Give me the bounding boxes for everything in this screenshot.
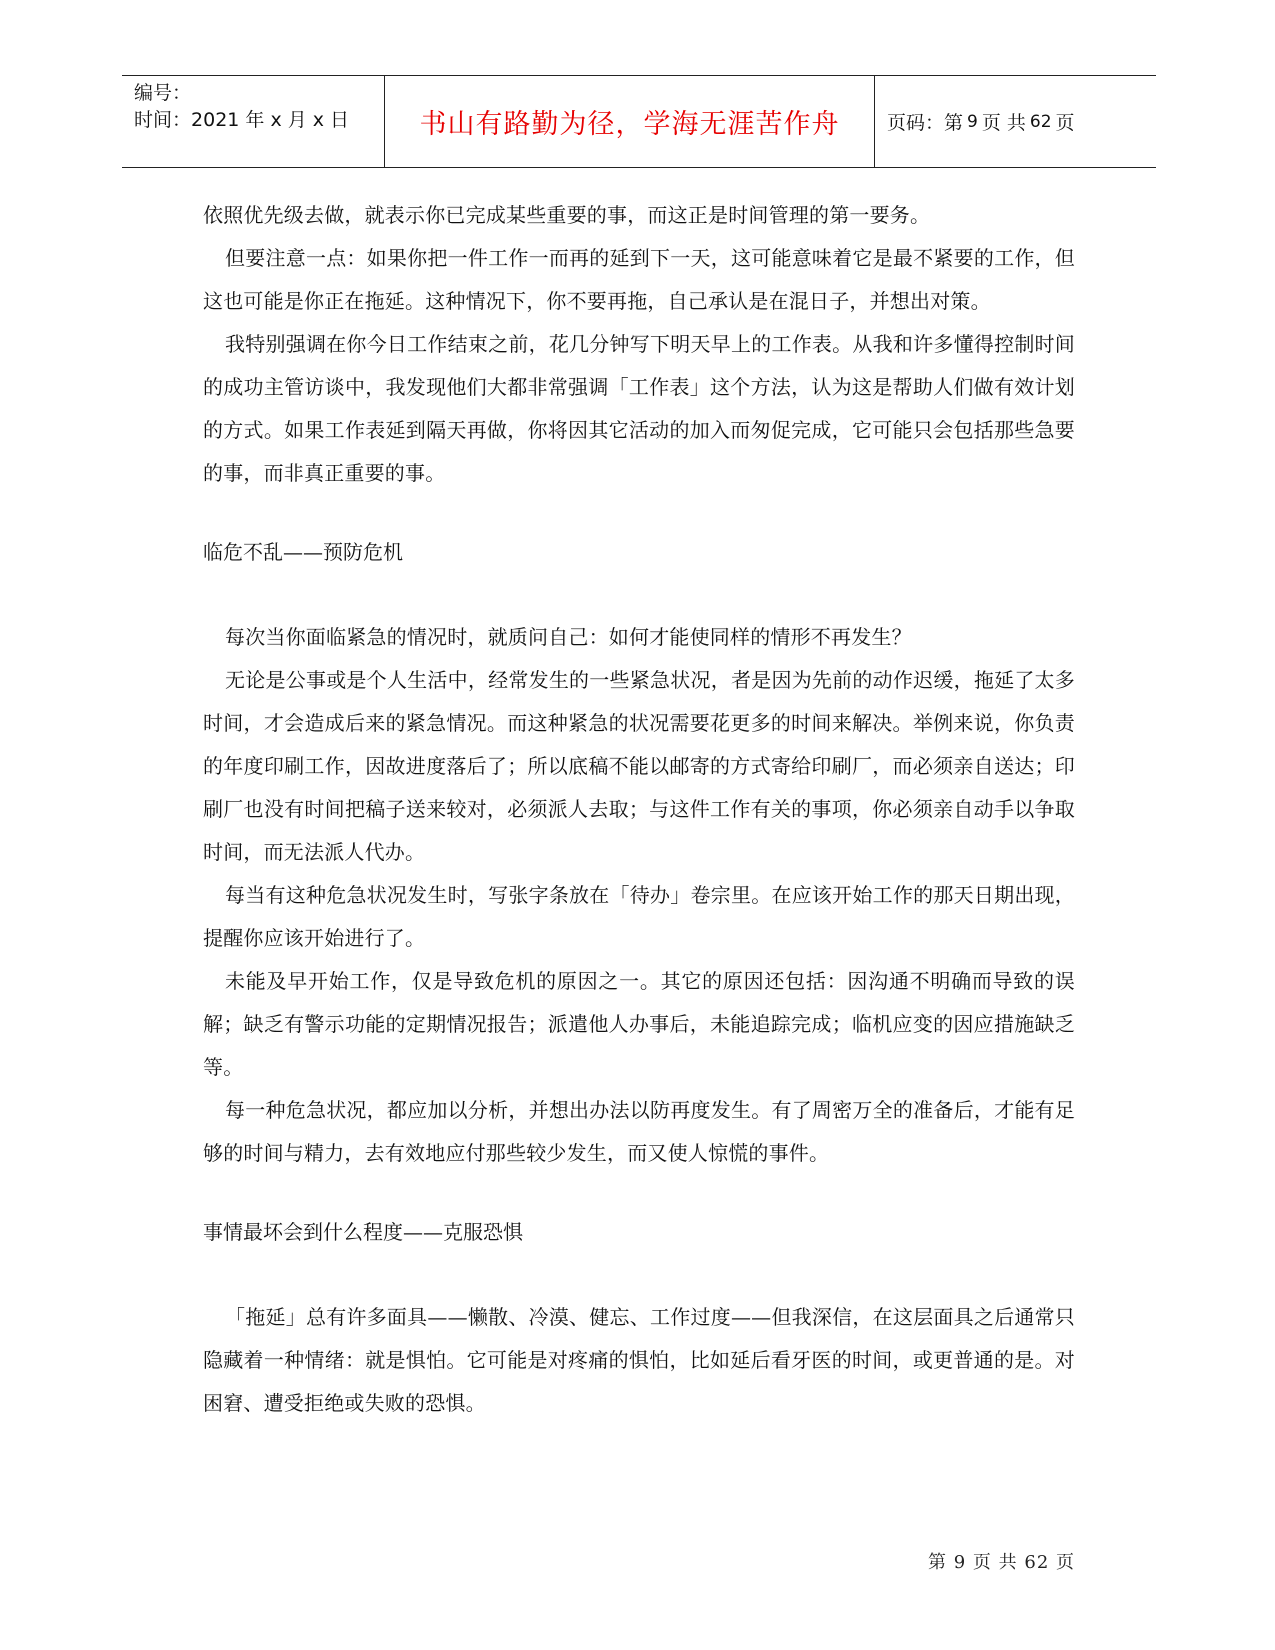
- document-body: [203, 194, 1075, 1425]
- paragraph: 每当有这种危急状况发生时，写张字条放在「待办」卷宗里。在应该开始工作的那天日期出现，提醒你应该开始进行了。: [203, 883, 1075, 950]
- paragraph: 无论是公事或是个人生活中，经常发生的一些紧急状况，者是因为先前的动作迟缓，拖延了太多时间，才会造成后来的紧急情况。而这种紧急的状况需要花更多的时间来解决。举例来说，你负责的年度印刷工作，因故进度落后了；所以底稿不能以邮寄的方式寄给印刷厂，而必须亲自送达；印刷厂也没有时间把稿子送来较对，必须派人去取；与这件工作有关的事项，你必须亲自动手以争取时间，而无法派人代办。: [203, 668, 1075, 864]
- paragraph: 每一种危急状况，都应加以分析，并想出办法以防再度发生。有了周密万全的准备后，才能有足够的时间与精力，去有效地应付那些较少发生，而又使人惊慌的事件。: [203, 1098, 1075, 1165]
- paragraph: 依照优先级去做，就表示你已完成某些重要的事，而这正是时间管理的第一要务。: [203, 203, 931, 227]
- paragraph: 未能及早开始工作，仅是导致危机的原因之一。其它的原因还包括：因沟通不明确而导致的误解；缺乏有警示功能的定期情况报告；派遣他人办事后，未能追踪完成；临机应变的因应措施缺乏等。: [203, 969, 1075, 1079]
- document-header: [122, 75, 1156, 168]
- page-current: 9: [967, 111, 978, 132]
- header-motto: 书山有路勤为径，学海无涯苦作舟: [419, 109, 840, 140]
- time-year: 2021: [191, 109, 240, 131]
- header-motto-cell: [385, 76, 875, 167]
- document-time: [134, 107, 384, 134]
- section-heading: 临危不乱——预防危机: [203, 540, 403, 564]
- header-meta-cell: [122, 76, 385, 167]
- page-suffix: 页: [1055, 112, 1075, 134]
- paragraph: 「拖延」总有许多面具——懒散、冷漠、健忘、工作过度——但我深信，在这层面具之后通常只隐藏着一种情绪：就是惧怕。它可能是对疼痛的惧怕，比如延后看牙医的时间，或更普通的是。对困窘、遭受拒绝或失败的恐惧。: [203, 1305, 1075, 1415]
- document-number-label: 编号：: [134, 82, 192, 104]
- time-label: 时间：: [134, 109, 192, 131]
- header-page-cell: [875, 76, 1156, 167]
- section-heading: 事情最坏会到什么程度——克服恐惧: [203, 1220, 523, 1244]
- page-footer: 第 9 页 共 62 页: [928, 1552, 1075, 1573]
- page-total: 62: [1029, 111, 1052, 132]
- paragraph: 我特别强调在你今日工作结束之前，花几分钟写下明天早上的工作表。从我和许多懂得控制时间的成功主管访谈中，我发现他们大都非常强调「工作表」这个方法，认为这是帮助人们做有效计划的方式。如果工作表延到隔天再做，你将因其它活动的加入而匆促完成，它可能只会包括那些急要的事，而非真正重要的事。: [203, 332, 1075, 485]
- page-label: 页码：第: [887, 112, 964, 134]
- paragraph: 但要注意一点：如果你把一件工作一而再的延到下一天，这可能意味着它是最不紧要的工作，但这也可能是你正在拖延。这种情况下，你不要再拖，自己承认是在混日子，并想出对策。: [203, 246, 1075, 313]
- page-mid: 页 共: [981, 112, 1026, 134]
- paragraph: 每次当你面临紧急的情况时，就质问自己：如何才能使同样的情形不再发生？: [225, 625, 912, 649]
- time-rest: 年 x 月 x 日: [239, 109, 350, 131]
